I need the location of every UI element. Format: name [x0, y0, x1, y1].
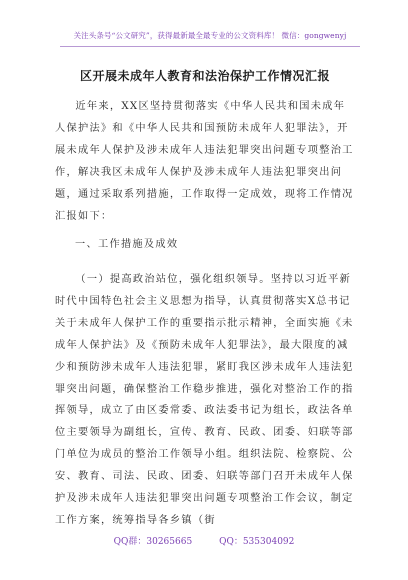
header-banner: 关注头条号“公文研究”，获得最新最全最专业的公文资料库！ 微信：gongwenyj: [73, 31, 347, 40]
intro-paragraph: 近年来，XX区坚持贯彻落实《中华人民共和国未成年人保护法》和《中华人民共和国预防未成年人犯罪法》，开展未成年人保护及涉未成年人违法犯罪突出问题专项整治工作，解决我区未成年人保护及涉未成年人违法犯罪突出问题，通过采取系列措施，工作取得一定成效，现将工作情况汇报如下：: [55, 101, 354, 222]
qq-group-number: QQ群：30265665: [113, 537, 193, 547]
body-paragraph: （一）提高政治站位，强化组织领导。坚持以习近平新时代中国特色社会主义思想为指导，认真贯彻落实X总书记关于未成年人保护工作的重要指示批示精神，全面实施《未成年人保护法》及《预防未成年人犯罪法》，最大限度的减少和预防涉未成年人违法犯罪，紧盯我区涉未成年人违法犯罪突出问题，确保整治工作稳步推进，强化对整治工作的指挥领导，成立了由区委常委、政法委书记为组长，政法各单位主要领导为副组长，宣传、教育、民政、团委、妇联等部门单位为成员的整治工作领导小组。组织法院、检察院、公安、教育、司法、民政、团委、妇联等部门召开未成年人保护及涉未成年人违法犯罪突出问题专项整治工作会议，制定工作方案，统筹指导各乡镇（街: [55, 274, 354, 526]
footer-contact: [0, 534, 408, 547]
document-title: 区开展未成年人教育和法治保护工作情况汇报: [79, 69, 330, 83]
qq-number: QQ：535304092: [219, 537, 295, 547]
section-heading: 一、工作措施及成效: [75, 239, 179, 250]
header-divider: [60, 46, 360, 47]
